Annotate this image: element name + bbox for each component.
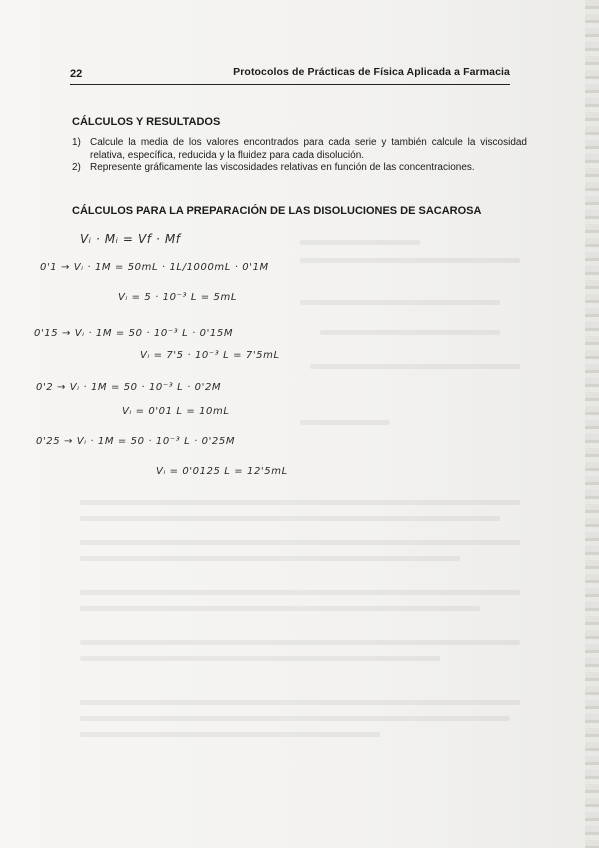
list-item-number: 1) <box>72 137 81 148</box>
handwritten-calc-01-line2: Vᵢ = 5 · 10⁻³ L = 5mL <box>118 292 238 303</box>
page-number: 22 <box>70 68 83 80</box>
handwritten-calc-02-line1: 0'2 → Vᵢ · 1M = 50 · 10⁻³ L · 0'2M <box>36 382 222 393</box>
handwritten-formula: Vᵢ · Mᵢ = Vf · Mf <box>80 232 181 246</box>
list-item <box>72 137 527 162</box>
page-edge-shadow <box>585 0 599 848</box>
handwritten-calc-015-line1: 0'15 → Vᵢ · 1M = 50 · 10⁻³ L · 0'15M <box>34 328 234 339</box>
list-item <box>72 162 527 175</box>
handwritten-calc-025-line1: 0'25 → Vᵢ · 1M = 50 · 10⁻³ L · 0'25M <box>36 436 236 447</box>
handwritten-calc-025-line2: Vᵢ = 0'0125 L = 12'5mL <box>156 466 288 477</box>
list-item-text: Calcule la media de los valores encontrados para cada serie y también calcule la viscosidad relativa, específica, reducida y la fluidez para cada disolución. <box>90 137 527 161</box>
preparation-heading: CÁLCULOS PARA LA PREPARACIÓN DE LAS DISOLUCIONES DE SACAROSA <box>72 205 482 217</box>
handwritten-calc-015-line2: Vᵢ = 7'5 · 10⁻³ L = 7'5mL <box>140 350 280 361</box>
running-title: Protocolos de Prácticas de Física Aplicada a Farmacia <box>233 66 510 78</box>
handwritten-calc-02-line2: Vᵢ = 0'01 L = 10mL <box>122 406 230 417</box>
results-heading: CÁLCULOS Y RESULTADOS <box>72 116 221 128</box>
handwritten-calc-01-line1: 0'1 → Vᵢ · 1M = 50mL · 1L/1000mL · 0'1M <box>40 262 269 273</box>
results-list <box>72 137 527 175</box>
list-item-number: 2) <box>72 162 81 173</box>
list-item-text: Represente gráficamente las viscosidades relativas en función de las concentraciones. <box>90 162 475 173</box>
page-header <box>70 68 510 85</box>
